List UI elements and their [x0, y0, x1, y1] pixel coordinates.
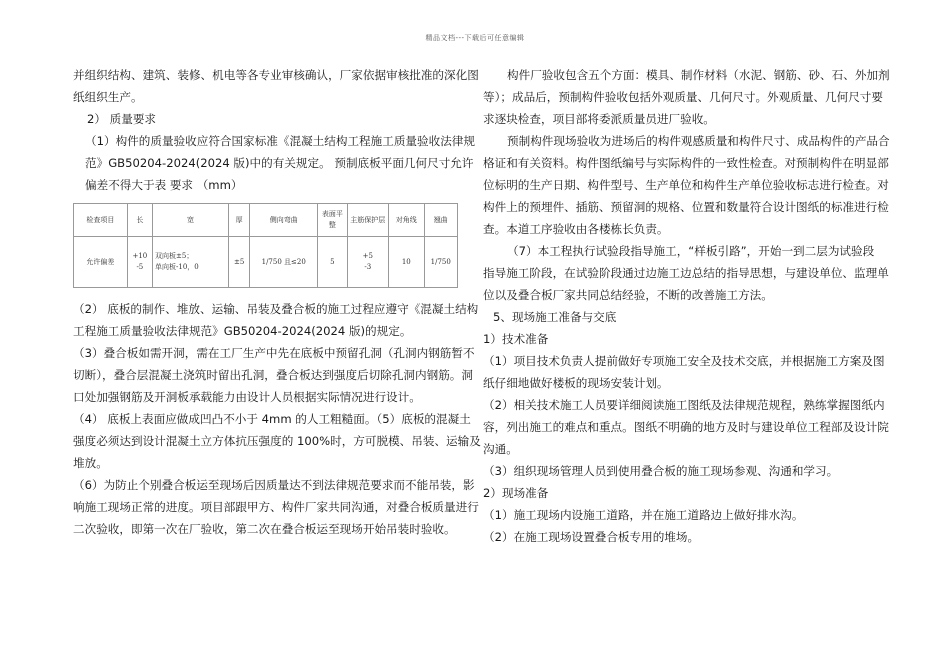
table-header-cell: 主筋保护层 — [347, 204, 389, 237]
text-line: 等）；成品后，预制构件验收包括外观质量、几何尺寸。外观质量、几何尺寸要 — [483, 90, 883, 104]
text-line: 切断），叠合层混凝土浇筑时留出孔洞，叠合板达到强度后切除孔洞内钢筋。洞 — [73, 368, 473, 382]
table-header-cell: 对角线 — [389, 204, 424, 237]
table-cell-thickness: ±5 — [229, 237, 250, 288]
text-line: 格证和有关资料。构件图纸编号与实际构件的一致性检查。对预制构件在明显部 — [483, 156, 889, 170]
text-line: 查。本道工序验收由各楼栋长负责。 — [483, 222, 669, 236]
text-line: 范》GB50204-2024(2024 版)中的有关规定。 预制底板平面几何尺寸允许 — [85, 156, 474, 170]
cell-line: +10 — [132, 252, 148, 260]
text-line: 偏差不得大于表 要求 （mm） — [85, 178, 243, 192]
cell-line: 单向板-10，0 — [155, 263, 199, 271]
text-line: 二次验收，即第一次在厂验收，第二次在叠合板运至现场开始吊装时验收。 — [73, 522, 456, 536]
cell-line: -3 — [364, 263, 372, 271]
table-cell-length — [127, 237, 152, 288]
text-line: 构件厂验收包含五个方面：模具、制作材料（水泥、钢筋、砂、石、外加剂 — [507, 68, 890, 82]
table-cell-cover — [347, 237, 389, 288]
tolerance-table-wrapper — [73, 203, 468, 288]
text-line: 纸组织生产。 — [73, 90, 143, 104]
page-header: 精品文档---下载后可任意编辑 — [425, 34, 525, 42]
table-row-label: 允许偏差 — [74, 237, 128, 288]
text-line: （2） 底板的制作、堆放、运输、吊装及叠合板的施工过程应遵守《混凝土结构 — [73, 302, 479, 316]
text-line: 沟通。 — [483, 442, 518, 456]
text-line: 并组织结构、建筑、装修、机电等各专业审核确认，厂家依据审核批准的深化图 — [73, 68, 479, 82]
table-cell-flatness: 5 — [318, 237, 347, 288]
table-header-cell: 长 — [127, 204, 152, 237]
text-line: 求逐块检查，项目部将委派质量员进厂验收。 — [483, 112, 715, 126]
text-line: （1）项目技术负责人提前做好专项施工安全及技术交底，并根据施工方案及图 — [483, 354, 885, 368]
text-line: （4） 底板上表面应做成凹凸不小于 4mm 的人工粗糙面。（5）底板的混凝土 — [73, 412, 471, 426]
table-cell-bend: 1/750 且≤20 — [250, 237, 318, 288]
text-line: 强度必须达到设计混凝土立方体抗压强度的 100%时，方可脱模、吊装、运输及 — [73, 434, 481, 448]
table-header-cell: 侧向弯曲 — [250, 204, 318, 237]
text-line: （3）组织现场管理人员到使用叠合板的施工现场参观、沟通和学习。 — [483, 464, 839, 478]
tolerance-table — [73, 203, 458, 288]
text-line: （7）本工程执行试验段指导施工，“样板引路”，开始一到二层为试验段 — [507, 244, 875, 258]
table-header-row — [74, 204, 458, 237]
text-line: （1）施工现场内设施工道路，并在施工道路边上做好排水沟。 — [483, 508, 804, 522]
text-line: 指导施工阶段，在试验阶段通过边施工边总结的指导思想，与建设单位、监理单 — [483, 266, 889, 280]
section-heading-preparation: 5、现场施工准备与交底 — [493, 310, 617, 324]
table-cell-diagonal: 10 — [389, 237, 424, 288]
text-line: 口处加强钢筋及开洞板承载能力由设计人员根据实际情况进行设计。 — [73, 390, 421, 404]
subsection-heading-site: 2）现场准备 — [483, 486, 549, 500]
table-header-cell: 检查项目 — [74, 204, 128, 237]
table-header-cell: 翘曲 — [424, 204, 458, 237]
text-line: 预制构件现场验收为进场后的构件观感质量和构件尺寸、成品构件的产品合 — [507, 134, 890, 148]
section-heading-quality: 2） 质量要求 — [87, 112, 157, 126]
text-line: （2）在施工现场设置叠合板专用的堆场。 — [483, 530, 700, 544]
left-column — [73, 64, 481, 540]
table-row — [74, 237, 458, 288]
table-cell-warp: 1/750 — [424, 237, 458, 288]
right-column — [483, 64, 890, 548]
text-line: （6）为防止个别叠合板运至现场后因质量达不到法律规范要求而不能吊装，影 — [73, 478, 475, 492]
cell-line: -5 — [136, 263, 144, 271]
cell-line: 双向板±5； — [155, 252, 194, 260]
table-header-cell: 宽 — [153, 204, 229, 237]
text-line: 响施工现场正常的进度。项目部跟甲方、构件厂家共同沟通，对叠合板质量进行 — [73, 500, 479, 514]
table-header-cell: 厚 — [229, 204, 250, 237]
text-line: 位以及叠合板厂家共同总结经验，不断的改善施工方法。 — [483, 288, 773, 302]
text-line: （2）相关技术施工人员要详细阅读施工图纸及法律规范规程，熟练掌握图纸内 — [483, 398, 885, 412]
text-line: 位标明的生产日期、构件型号、生产单位和构件生产单位验收标志进行检查。对 — [483, 178, 889, 192]
cell-line: +5 — [362, 252, 373, 260]
text-line: 工程施工质量验收法律规范》GB50204-2024(2024 版)的规定。 — [73, 324, 412, 338]
table-cell-width — [153, 237, 229, 288]
text-line: 构件上的预埋件、插筋、预留洞的规格、位置和数量符合设计图纸的标准进行检 — [483, 200, 889, 214]
text-line: （3）叠合板如需开洞，需在工厂生产中先在底板中预留孔洞（孔洞内钢筋暂不 — [73, 346, 475, 360]
text-line: 堆放。 — [73, 456, 108, 470]
subsection-heading-technical: 1）技术准备 — [483, 332, 549, 346]
table-header-cell: 表面平整 — [318, 204, 347, 237]
text-line: 纸仔细地做好楼板的现场安装计划。 — [483, 376, 669, 390]
text-line: （1）构件的质量验收应符合国家标准《混凝土结构工程施工质量验收法律规 — [85, 134, 475, 148]
text-line: 容，列出施工的难点和重点。图纸不明确的地方及时与建设单位工程部及设计院 — [483, 420, 889, 434]
